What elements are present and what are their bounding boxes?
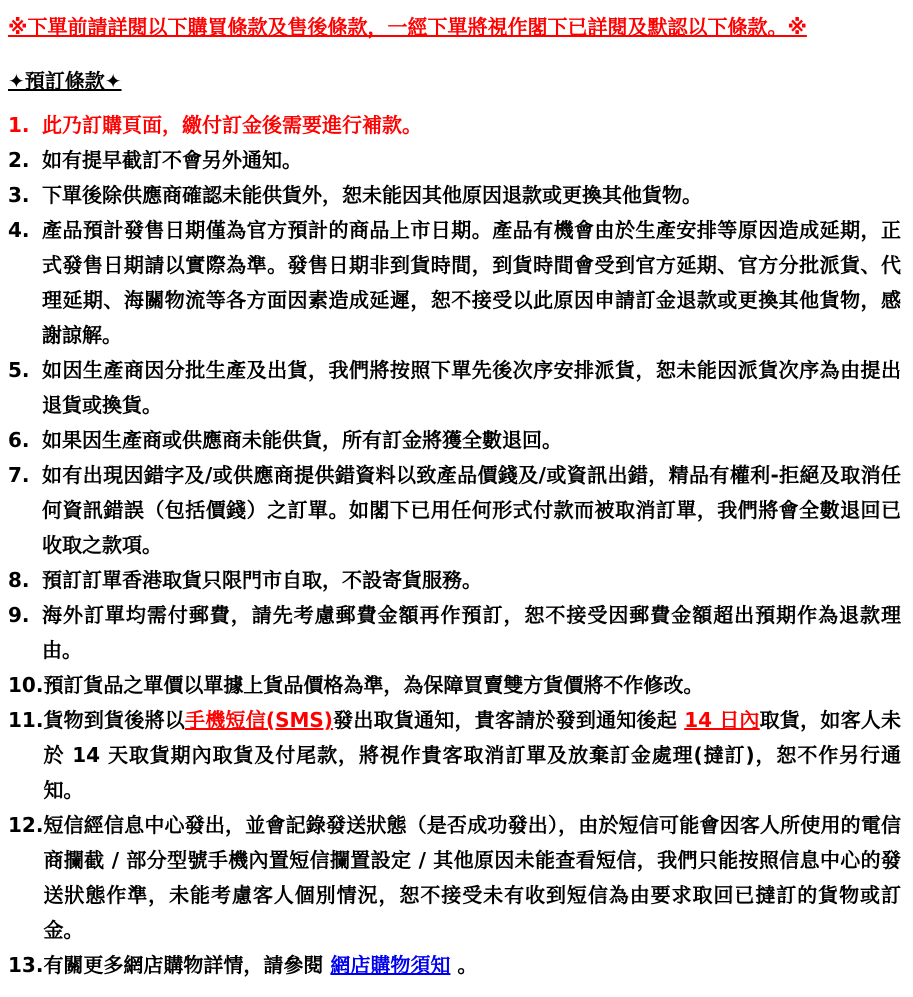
term-number: 12. — [8, 813, 44, 837]
term-text-segment: 貨物到貨後將以 — [43, 708, 186, 732]
term-item-9 — [8, 598, 901, 668]
sms-notice-highlight: 手機短信(SMS) — [185, 708, 333, 732]
term-text: 如因生產商因分批生產及出貨，我們將按照下單先後次序安排派貨，恕未能因派貨次序為由提出退貨或換貨。 — [42, 358, 901, 417]
term-text: 短信經信息中心發出，並會記錄發送狀態（是否成功發出），由於短信可能會因客人所使用的電信商攔截 / 部分型號手機內置短信攔置設定 / 其他原因未能查看短信，我們只能按照信息中心的發送狀態作準，未能考慮客人個別情況，恕不接受未有收到短信為由要求取回已撻訂的貨物或訂金。 — [43, 813, 901, 942]
term-item-13 — [8, 948, 901, 983]
term-item-10 — [8, 668, 901, 703]
term-item-5 — [8, 353, 901, 423]
term-item-8 — [8, 563, 901, 598]
term-number: 2. — [8, 148, 30, 172]
term-text: 產品預計發售日期僅為官方預計的商品上市日期。產品有機會由於生產安排等原因造成延期，正式發售日期請以實際為準。發售日期非到貨時間，到貨時間會受到官方延期、官方分批派貨、代理延期、海關物流等各方面因素造成延遲，恕不接受以此原因申請訂金退款或更換其他貨物，感謝諒解。 — [42, 218, 901, 347]
term-number: 4. — [8, 218, 30, 242]
term-item-4 — [8, 213, 901, 353]
term-number: 13. — [8, 953, 44, 977]
term-item-11 — [8, 703, 901, 808]
term-text: 如有提早截訂不會另外通知。 — [42, 148, 302, 172]
term-number: 7. — [8, 463, 30, 487]
term-item-6 — [8, 423, 901, 458]
term-text: 預訂貨品之單價以單據上貨品價格為準，為保障買賣雙方貨價將不作修改。 — [43, 673, 704, 697]
term-number: 3. — [8, 183, 30, 207]
term-number: 8. — [8, 568, 30, 592]
term-text-segment: 發出取貨通知，貴客請於發到通知後起 — [332, 708, 685, 732]
term-item-7 — [8, 458, 901, 563]
term-number: 6. — [8, 428, 30, 452]
term-number: 10. — [8, 673, 44, 697]
terms-list — [8, 108, 901, 983]
term-number: 11. — [8, 708, 44, 732]
notice-title: ※下單前請詳閱以下購買條款及售後條款，一經下單將視作閣下已詳閱及默認以下條款。※ — [8, 15, 807, 39]
term-text: 如有出現因錯字及/或供應商提供錯資料以致產品價錢及/或資訊出錯，精品有權利-拒絕及取消任何資訊錯誤（包括價錢）之訂單。如閣下已用任何形式付款而被取消訂單，我們將會全數退回已收取之款項。 — [42, 463, 901, 557]
term-item-12 — [8, 808, 901, 948]
term-number: 5. — [8, 358, 30, 382]
store-shopping-guide-link[interactable]: 網店購物須知 — [330, 953, 451, 977]
term-text: 海外訂單均需付郵費，請先考慮郵費金額再作預訂，恕不接受因郵費金額超出預期作為退款理由。 — [42, 603, 901, 662]
term-text — [43, 948, 901, 983]
term-item-1 — [8, 108, 901, 143]
term-text: 如果因生產商或供應商未能供貨，所有訂金將獲全數退回。 — [42, 428, 562, 452]
term-text: 下單後除供應商確認未能供貨外，恕未能因其他原因退款或更換其他貨物。 — [42, 183, 702, 207]
term-text-segment: 。 — [450, 953, 478, 977]
preorder-terms-section-title: ✦預訂條款✦ — [8, 69, 122, 93]
term-text-segment: 取貨，如客人未於 14 天取貨期內取貨及付尾款，將視作貴客取消訂單及放棄訂金處理(撻訂)，恕不作另行通知。 — [43, 708, 902, 802]
term-text — [43, 703, 901, 808]
pickup-deadline-highlight: 14 日內 — [684, 708, 760, 732]
term-text-segment: 有關更多網店購物詳情，請參閱 — [43, 953, 331, 977]
term-text: 此乃訂購頁面，繳付訂金後需要進行補款。 — [42, 113, 422, 137]
term-number: 1. — [8, 113, 30, 137]
term-item-3 — [8, 178, 901, 213]
term-item-2 — [8, 143, 901, 178]
term-text: 預訂訂單香港取貨只限門市自取，不設寄貨服務。 — [42, 568, 482, 592]
term-number: 9. — [8, 603, 30, 627]
